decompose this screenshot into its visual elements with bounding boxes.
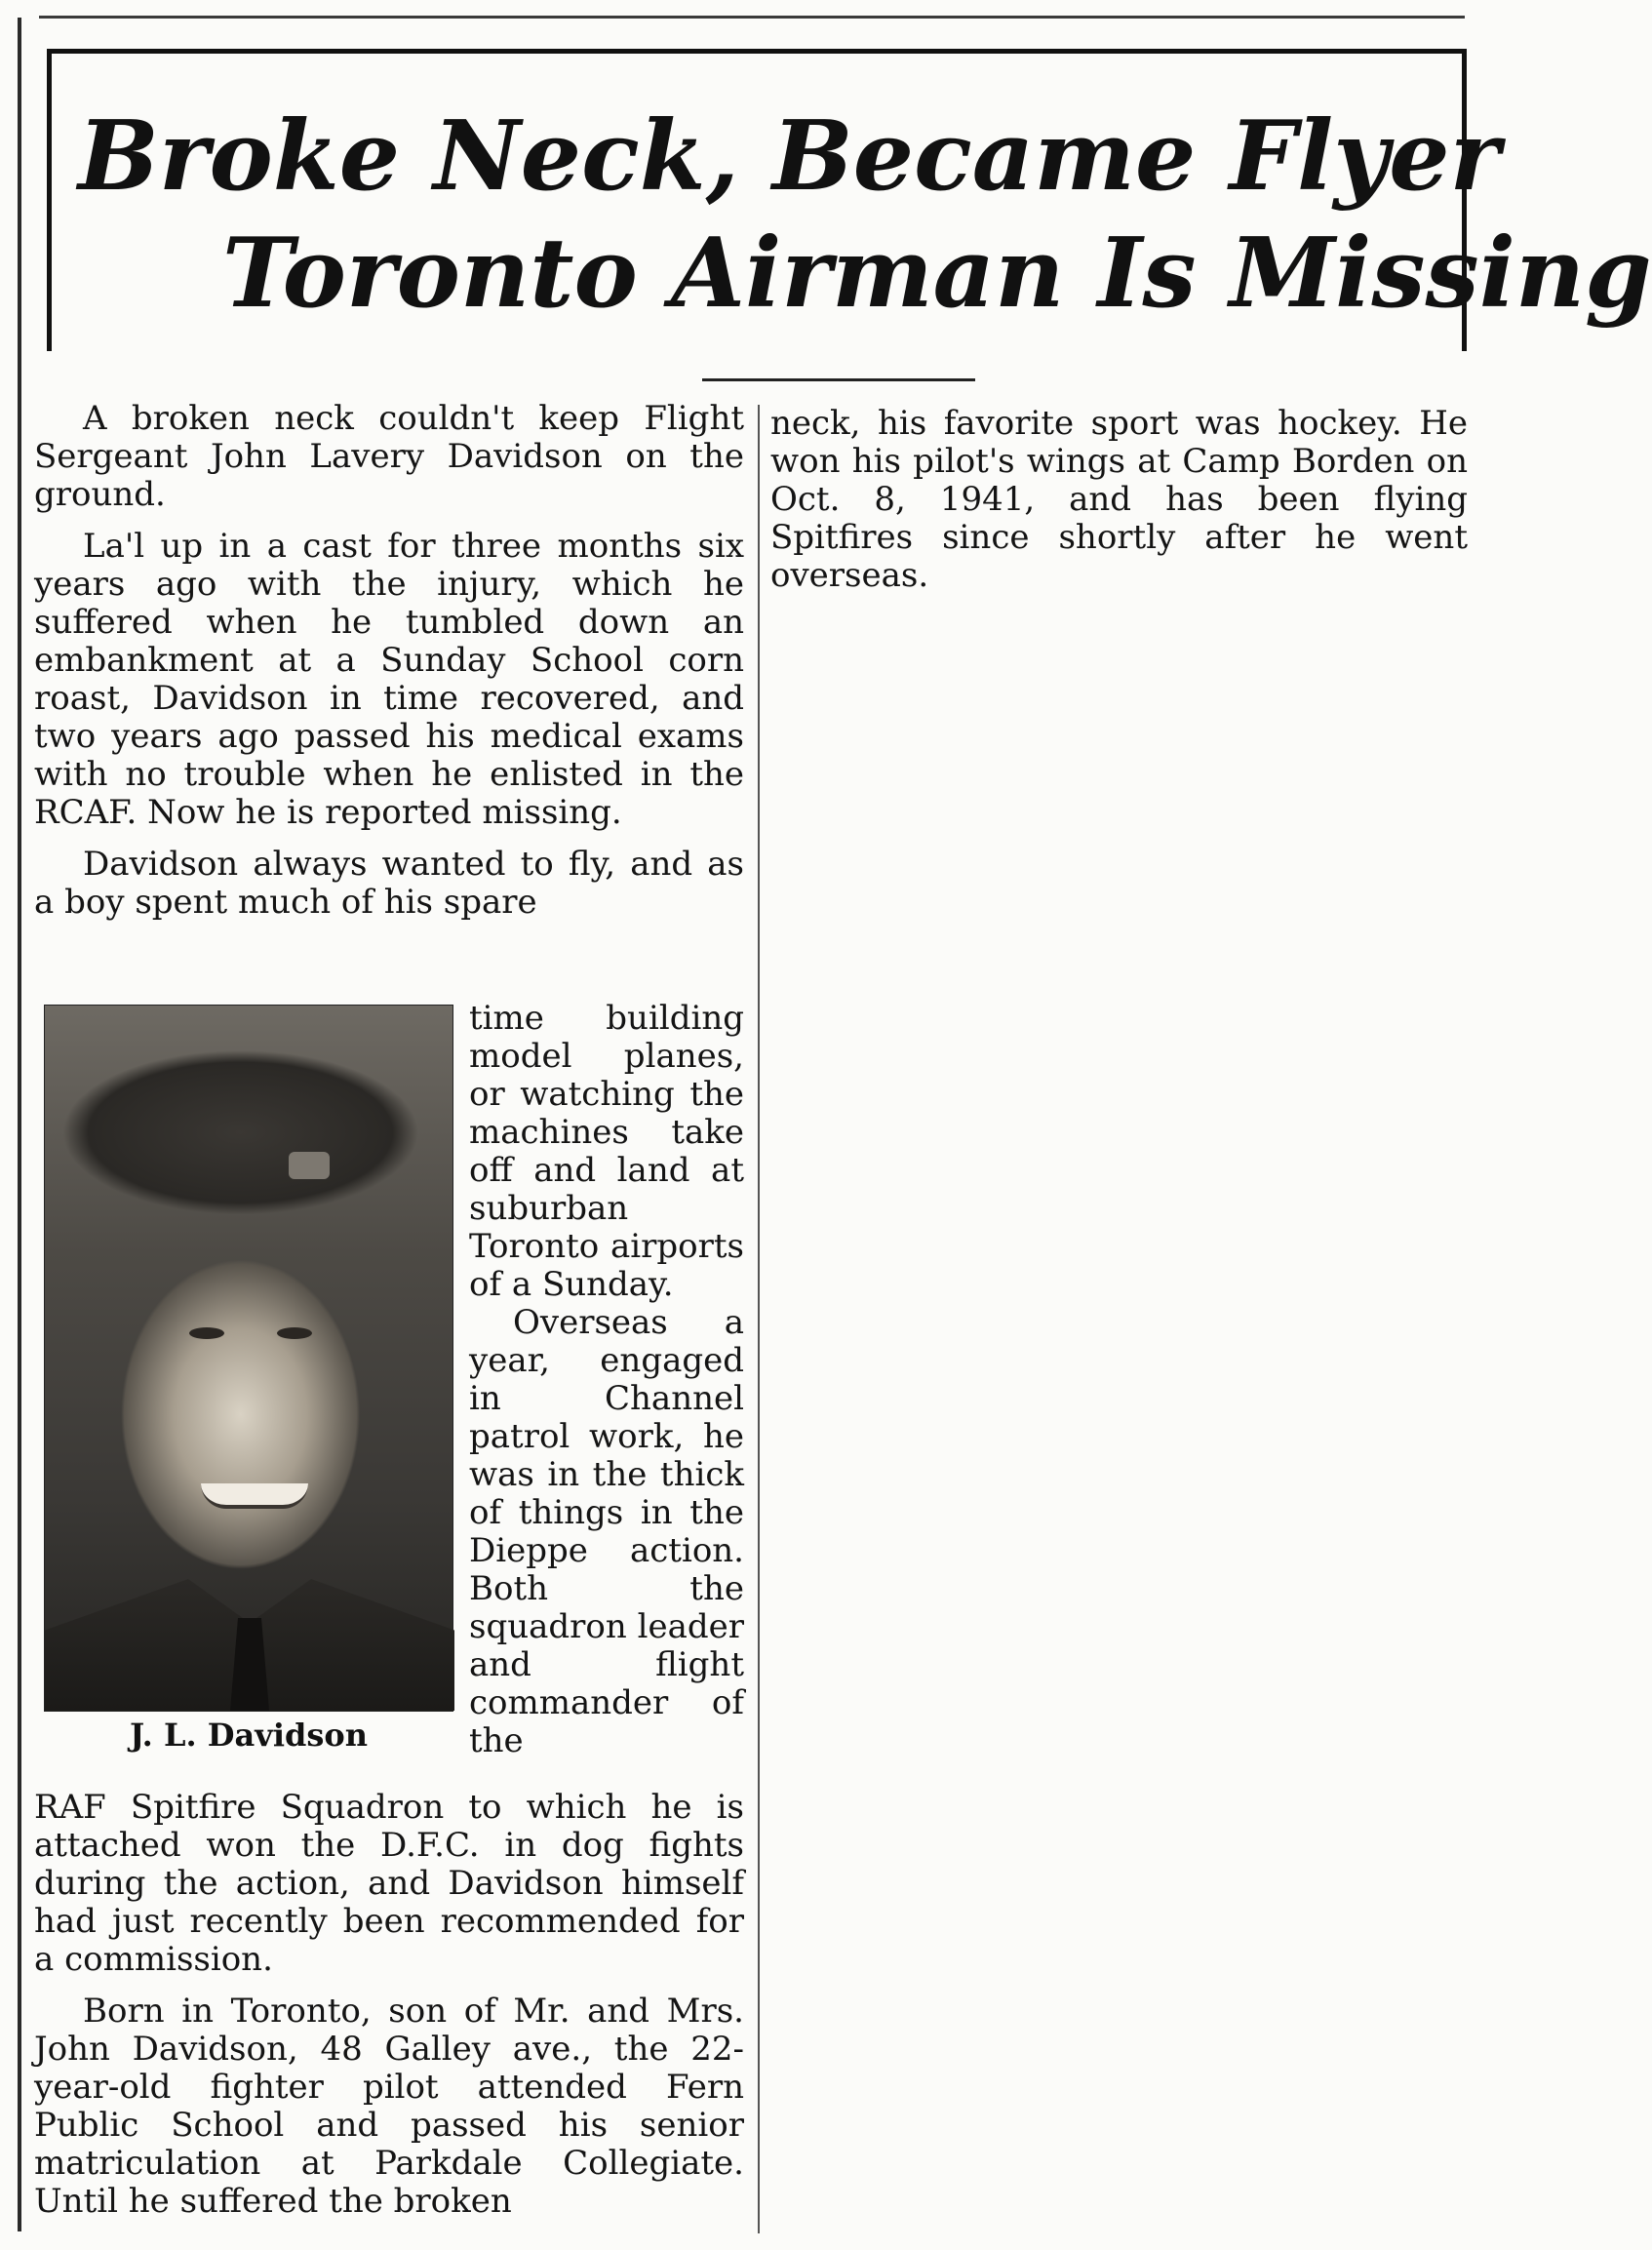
article-column-2 <box>770 405 1468 609</box>
article-paragraph: La'l up in a cast for three months six years ago with the injury, which he suffered when he tumbled down an embankment at a Sunday School corn roast, Davidson in time recovered, and two years ago passed his medical exams with no trouble when he enlisted in the RCAF. Now he is reported missing. <box>34 527 744 832</box>
photo-smile <box>201 1483 308 1509</box>
article-paragraph: neck, his favorite sport was hockey. He won his pilot's wings at Camp Borden on Oct. 8, 1941, and has been flying Spitfires since shortly after he went overseas. <box>770 404 1468 595</box>
article-paragraph: Overseas a year, engaged in Channel patrol work, he was in the thick of things in the Dieppe action. Both the squadron leader and flight commander of the <box>469 1303 744 1760</box>
article-paragraph: A broken neck couldn't keep Flight Sergeant John Lavery Davidson on the ground. <box>34 399 744 514</box>
article-paragraph: Born in Toronto, son of Mr. and Mrs. John Davidson, 48 Galley ave., the 22-year-old fighter pilot attended Fern Public School and passed his senior matriculation at Parkdale Collegiate. Until he suffered the broken <box>34 1992 744 2221</box>
top-rule <box>39 16 1465 19</box>
article-column-1-wrap <box>469 1000 744 1760</box>
portrait-photo <box>44 1005 453 1712</box>
article-column-1-bottom <box>34 1789 744 2234</box>
headline-line-1: Broke Neck, Became Flyer <box>78 100 1501 213</box>
headline-line-2: Toronto Airman Is Missing <box>222 217 1652 330</box>
article-column-1-top <box>34 400 744 922</box>
article-paragraph: Davidson always wanted to fly, and as a boy spent much of his spare <box>34 845 744 922</box>
photo-eye-left <box>189 1327 224 1339</box>
headline-divider <box>702 378 975 381</box>
article-paragraph: RAF Spitfire Squadron to which he is attached won the D.F.C. in dog fights during the action, and Davidson himself had just recently been recommended for a commission. <box>34 1788 744 1979</box>
photo-caption: J. L. Davidson <box>130 1717 368 1754</box>
clipping-edge <box>18 18 21 2231</box>
column-divider <box>758 405 760 2233</box>
cap-badge <box>289 1152 330 1179</box>
photo-eye-right <box>277 1327 312 1339</box>
article-paragraph: time building model planes, or watching the machines take off and land at suburban Toronto airports of a Sunday. <box>469 999 744 1304</box>
